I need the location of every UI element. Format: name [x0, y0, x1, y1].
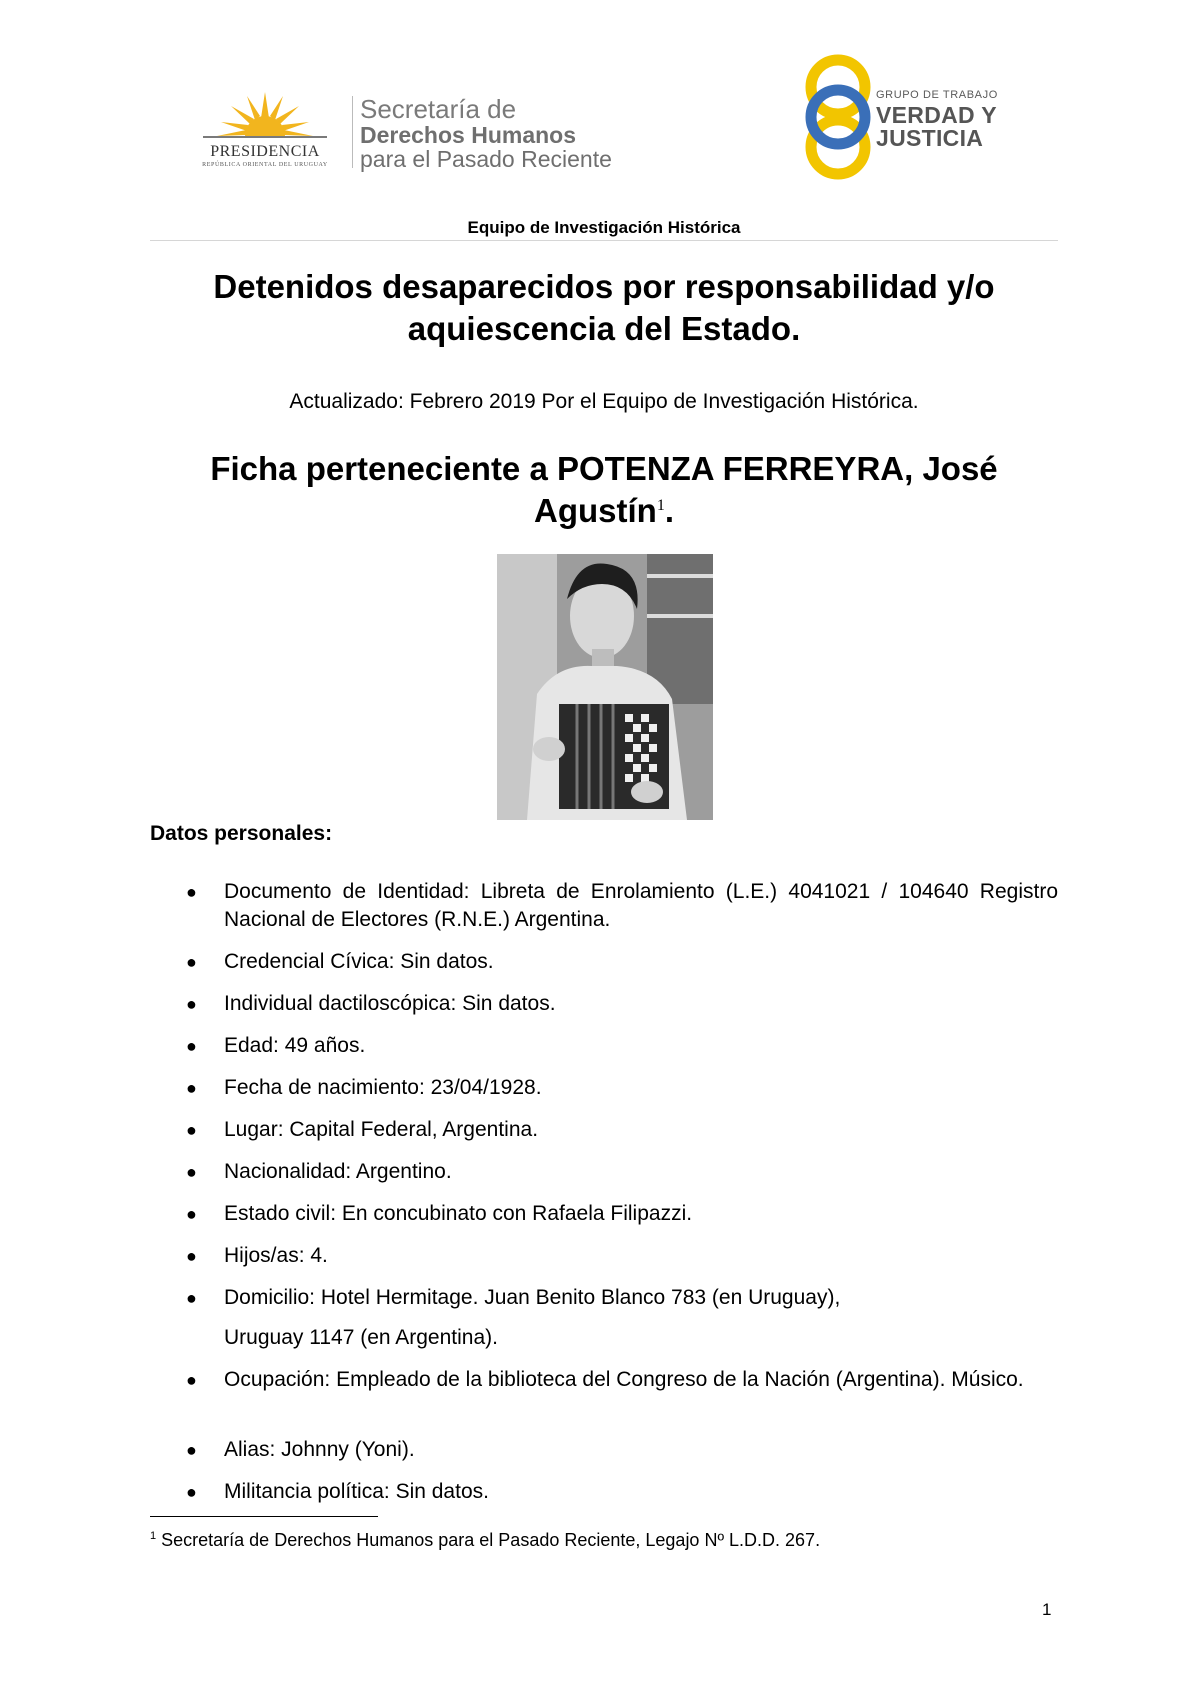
verdad-justicia-rings-logo: [798, 54, 888, 180]
secretaria-logo-line2: Derechos Humanos: [360, 122, 577, 148]
footnote-number: 1: [150, 1530, 157, 1542]
section-heading-datos-personales: Datos personales:: [150, 822, 333, 845]
bullet-icon: ●: [186, 1370, 197, 1390]
bullet-icon: ●: [186, 1120, 197, 1140]
list-item-text: Estado civil: En concubinato con Rafaela Filipazzi.: [224, 1202, 693, 1225]
list-item-text: Credencial Cívica: Sin datos.: [224, 950, 494, 973]
bullet-icon: ●: [186, 1440, 197, 1460]
list-item-text: Militancia política: Sin datos.: [224, 1480, 489, 1503]
subtitle-period: .: [664, 492, 674, 529]
domicilio-line-1: Domicilio: Hotel Hermitage. Juan Benito Blanco 783 (en Uruguay),: [224, 1286, 841, 1309]
bullet-icon: ●: [186, 1204, 197, 1224]
list-item-text: Nacionalidad: Argentino.: [224, 1160, 452, 1183]
footnote-reference: 1: [656, 497, 665, 514]
bullet-icon: ●: [186, 1246, 197, 1266]
domicilio-line-2: Uruguay 1147 (en Argentina).: [224, 1326, 498, 1349]
subtitle-line-1: Ficha perteneciente a POTENZA FERREYRA, José: [210, 450, 998, 487]
header-rule: [150, 240, 1058, 241]
subtitle-line-2: [150, 490, 1058, 532]
subtitle-name: Agustín: [534, 492, 657, 529]
bullet-icon: ●: [186, 1036, 197, 1056]
footnote: [150, 1530, 820, 1551]
updated-line: Actualizado: Febrero 2019 Por el Equipo de Investigación Histórica.: [289, 390, 919, 413]
bullet-icon: ●: [186, 1078, 197, 1098]
list-item-text: Alias: Johnny (Yoni).: [224, 1438, 415, 1461]
footnote-rule: [150, 1516, 378, 1517]
secretaria-logo-line1: Secretaría de: [360, 94, 517, 124]
title-line-2: aquiescencia del Estado.: [407, 310, 801, 347]
bullet-icon: ●: [186, 1482, 197, 1502]
portrait-photo: [497, 554, 713, 820]
list-item-text: Fecha de nacimiento: 23/04/1928.: [224, 1076, 542, 1099]
presidencia-sublabel: REPÚBLICA ORIENTAL DEL URUGUAY: [202, 162, 328, 168]
bullet-icon: ●: [186, 994, 197, 1014]
bullet-icon: ●: [186, 952, 197, 972]
list-item-text: Lugar: Capital Federal, Argentina.: [224, 1118, 539, 1141]
list-item-text: Edad: 49 años.: [224, 1034, 366, 1057]
vj-logo-line2: JUSTICIA: [876, 125, 984, 151]
running-header: Equipo de Investigación Histórica: [467, 218, 741, 237]
vj-logo-small-text: GRUPO DE TRABAJO: [876, 89, 998, 101]
record-subtitle: [150, 448, 1058, 532]
secretaria-logo-line3: para el Pasado Reciente: [360, 146, 612, 172]
footnote-text: Secretaría de Derechos Humanos para el Pasado Reciente, Legajo Nº L.D.D. 267.: [156, 1530, 821, 1550]
title-line-1: Detenidos desaparecidos por responsabilidad y/o: [213, 268, 995, 305]
list-item-text: [224, 1284, 1058, 1352]
presidencia-label: PRESIDENCIA: [210, 143, 320, 160]
page-number: 1: [1042, 1600, 1052, 1619]
logo-divider: [352, 96, 353, 168]
bullet-icon: ●: [186, 1288, 197, 1308]
list-item-text: Hijos/as: 4.: [224, 1244, 328, 1267]
list-item-text: Ocupación: Empleado de la biblioteca del Congreso de la Nación (Argentina). Músico.: [224, 1368, 1024, 1391]
list-item-text: Individual dactiloscópica: Sin datos.: [224, 992, 556, 1015]
bullet-icon: ●: [186, 882, 197, 902]
vj-logo-line1: VERDAD Y: [876, 102, 997, 128]
bullet-icon: ●: [186, 1162, 197, 1182]
list-item-text: Documento de Identidad: Libreta de Enrolamiento (L.E.) 4041021 / 104640 Registro Nacional de Electores (R.N.E.) Argentina.: [224, 880, 1058, 931]
document-title: [150, 266, 1058, 350]
